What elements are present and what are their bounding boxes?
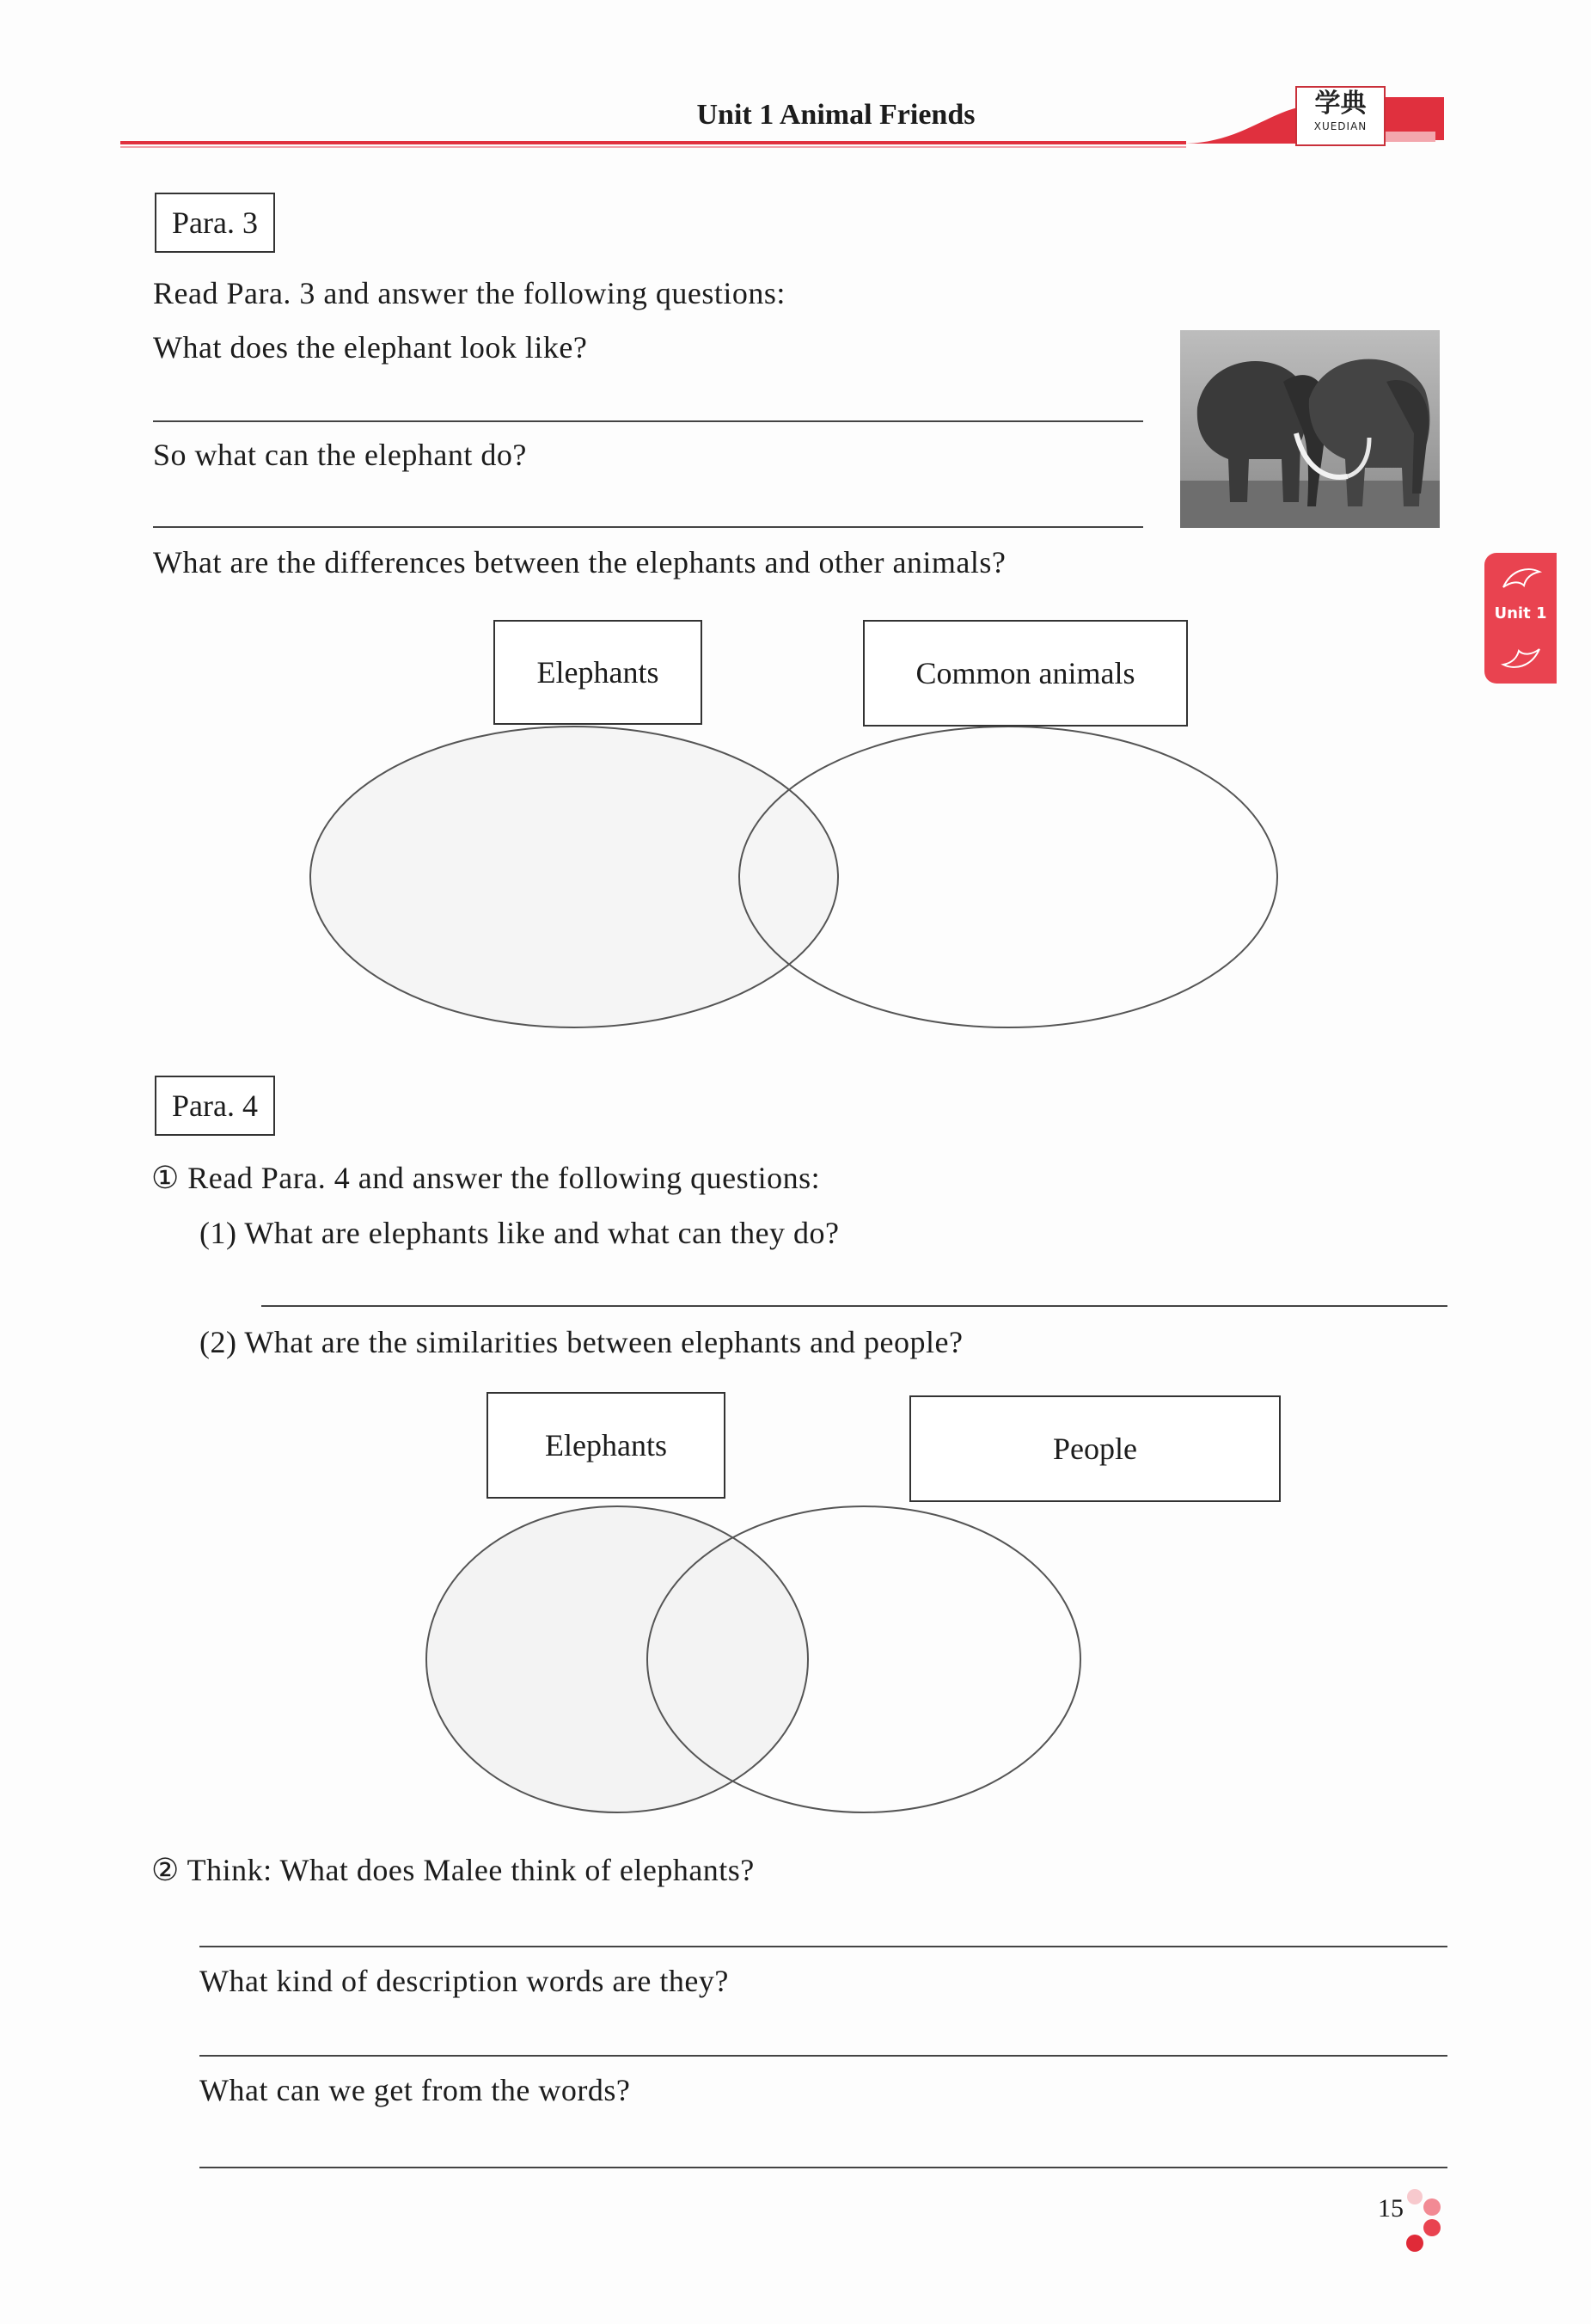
para3-question-1: What does the elephant look like? [153, 330, 588, 365]
question-description-words-kind: What kind of description words are they? [199, 1964, 729, 1998]
page-header-title: Unit 1 Animal Friends [696, 99, 976, 131]
think-question: ② Think: What does Malee think of elephants? [151, 1853, 755, 1887]
answer-line-para4-q1[interactable] [261, 1305, 1447, 1307]
venn-label-people: People [1053, 1432, 1137, 1466]
elephants-photo [1180, 330, 1440, 528]
wing-icon [1500, 642, 1543, 673]
venn-label-box-elephants-2 [486, 1392, 725, 1499]
hexagon-dots-decoration [1401, 2188, 1453, 2261]
venn-left-circle [310, 727, 838, 1027]
question-description-words-get: What can we get from the words? [199, 2073, 631, 2107]
header-rule-thin [120, 146, 1186, 148]
venn-label-elephants-2: Elephants [545, 1428, 667, 1462]
logo-chinese-text: 学典 [1314, 89, 1367, 119]
page-number: 15 [1378, 2194, 1404, 2223]
answer-line-para3-q2[interactable] [153, 526, 1143, 528]
venn-label-box-people [909, 1395, 1281, 1502]
answer-line-words-get[interactable] [199, 2167, 1447, 2168]
para3-instruction: Read Para. 3 and answer the following questions: [153, 276, 786, 310]
wing-icon [1500, 563, 1543, 594]
para4-label-box [155, 1076, 275, 1136]
venn-label-common-animals: Common animals [915, 656, 1135, 690]
para4-label: Para. 4 [172, 1088, 258, 1123]
para3-label: Para. 3 [172, 205, 258, 240]
para4-question-2: (2) What are the similarities between elephants and people? [199, 1325, 964, 1359]
side-tab-label: Unit 1 [1494, 604, 1547, 622]
venn-diagram-para3 [309, 714, 1298, 1040]
venn-label-box-elephants [493, 620, 702, 725]
answer-line-think[interactable] [199, 1946, 1447, 1947]
venn-label-elephants: Elephants [536, 655, 659, 690]
xuedian-logo [1295, 86, 1386, 146]
answer-line-para3-q1[interactable] [153, 420, 1143, 422]
para4-instruction: ① Read Para. 4 and answer the following questions: [151, 1161, 821, 1195]
para3-question-2: So what can the elephant do? [153, 438, 527, 472]
answer-line-words-kind[interactable] [199, 2055, 1447, 2057]
para3-question-3: What are the differences between the elephants and other animals? [153, 545, 1007, 579]
venn-left-circle [426, 1506, 808, 1812]
logo-english-text: XUEDIAN [1313, 120, 1368, 132]
venn-diagram-para4 [425, 1500, 1285, 1827]
para4-question-1: (1) What are elephants like and what can they do? [199, 1216, 840, 1250]
unit-side-tab [1484, 553, 1557, 684]
para3-label-box [155, 193, 275, 253]
venn-label-box-common-animals [863, 620, 1188, 727]
header-rule [120, 141, 1186, 144]
